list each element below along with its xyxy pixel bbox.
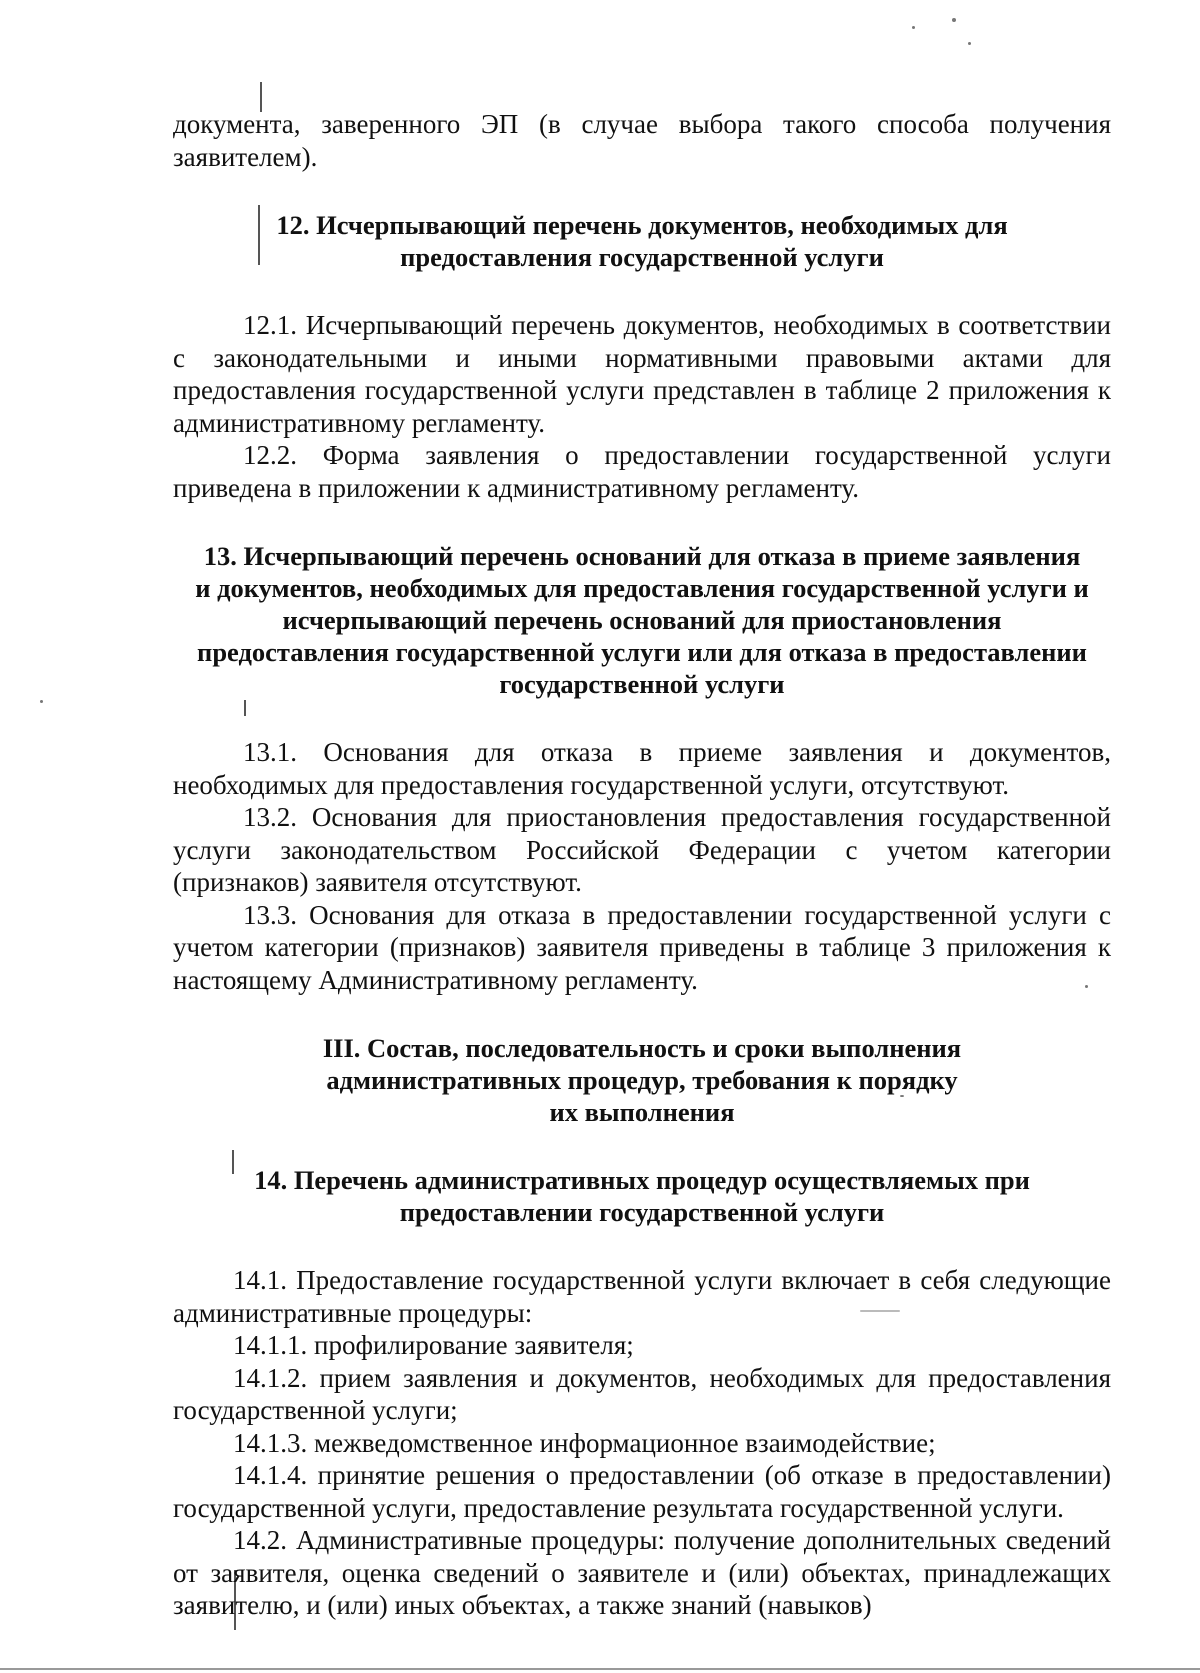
scan-artifact-line [0, 1668, 1200, 1670]
paragraph-13-1: 13.1. Основания для отказа в приеме заявления и документов, необходимых для предоставления государственной услуги, отсутствуют. [173, 737, 1111, 800]
scan-artifact-speck [912, 26, 915, 29]
scan-artifact-speck [952, 18, 956, 22]
scan-artifact-speck [40, 700, 43, 703]
paragraph-14-2: 14.2. Административные процедуры: получение дополнительных сведений от заявителя, оценка сведений о заявителе и (или) объектах, принадлежащих заявителю, и (или) иных объектах, а также знаний (навыков) [173, 1525, 1111, 1620]
section-12-heading: 12. Исчерпывающий перечень документов, необходимых для предоставления государственной услуги [276, 210, 1008, 272]
document-body [173, 108, 1111, 1622]
section-13-heading: 13. Исчерпывающий перечень оснований для отказа в приеме заявления и документов, необходимых для предоставления государственной услуги и исчерпывающий перечень оснований для приостановления предоставления государственной услуги или для отказа в предоставлении государственной услуги [195, 541, 1089, 699]
paragraph-14-1: 14.1. Предоставление государственной услуги включает в себя следующие административные процедуры: [173, 1265, 1111, 1328]
paragraph-13-3: 13.3. Основания для отказа в предоставлении государственной услуги с учетом категории (признаков) заявителя приведены в таблице 3 приложения к настоящему Административному регламенту. [173, 899, 1111, 995]
chapter-III-heading: III. Состав, последовательность и сроки выполнения административных процедур, требования к порядку их выполнения [322, 1033, 962, 1127]
paragraph-14-1-3: 14.1.3. межведомственное информационное взаимодействие; [233, 1427, 936, 1458]
paragraph-13-2: 13.2. Основания для приостановления предоставления государственной услуги законодательством Российской Федерации с учетом категории (признаков) заявителя отсутствуют. [173, 802, 1111, 897]
paragraph-12-2: 12.2. Форма заявления о предоставлении государственной услуги приведена в приложении к административному регламенту. [173, 440, 1111, 503]
paragraph-12-1: 12.1. Исчерпывающий перечень документов, необходимых в соответствии с законодательными и иными нормативными правовыми актами для предоставления государственной услуги представлен в таблице 2 приложения к административному регламенту. [173, 310, 1111, 438]
paragraph-14-1-4: 14.1.4. принятие решения о предоставлении (об отказе в предоставлении) государственной услуги, предоставление результата государственной услуги. [173, 1460, 1111, 1523]
paragraph-14-1-2: 14.1.2. прием заявления и документов, необходимых для предоставления государственной услуги; [173, 1362, 1111, 1425]
intro-paragraph: документа, заверенного ЭП (в случае выбора такого способа получения заявителем). [173, 109, 1111, 172]
paragraph-14-1-1: 14.1.1. профилирование заявителя; [233, 1330, 634, 1360]
scan-artifact-speck [968, 42, 971, 45]
section-14-heading: 14. Перечень административных процедур осуществляемых при предоставлении государственной услуги [254, 1165, 1030, 1227]
